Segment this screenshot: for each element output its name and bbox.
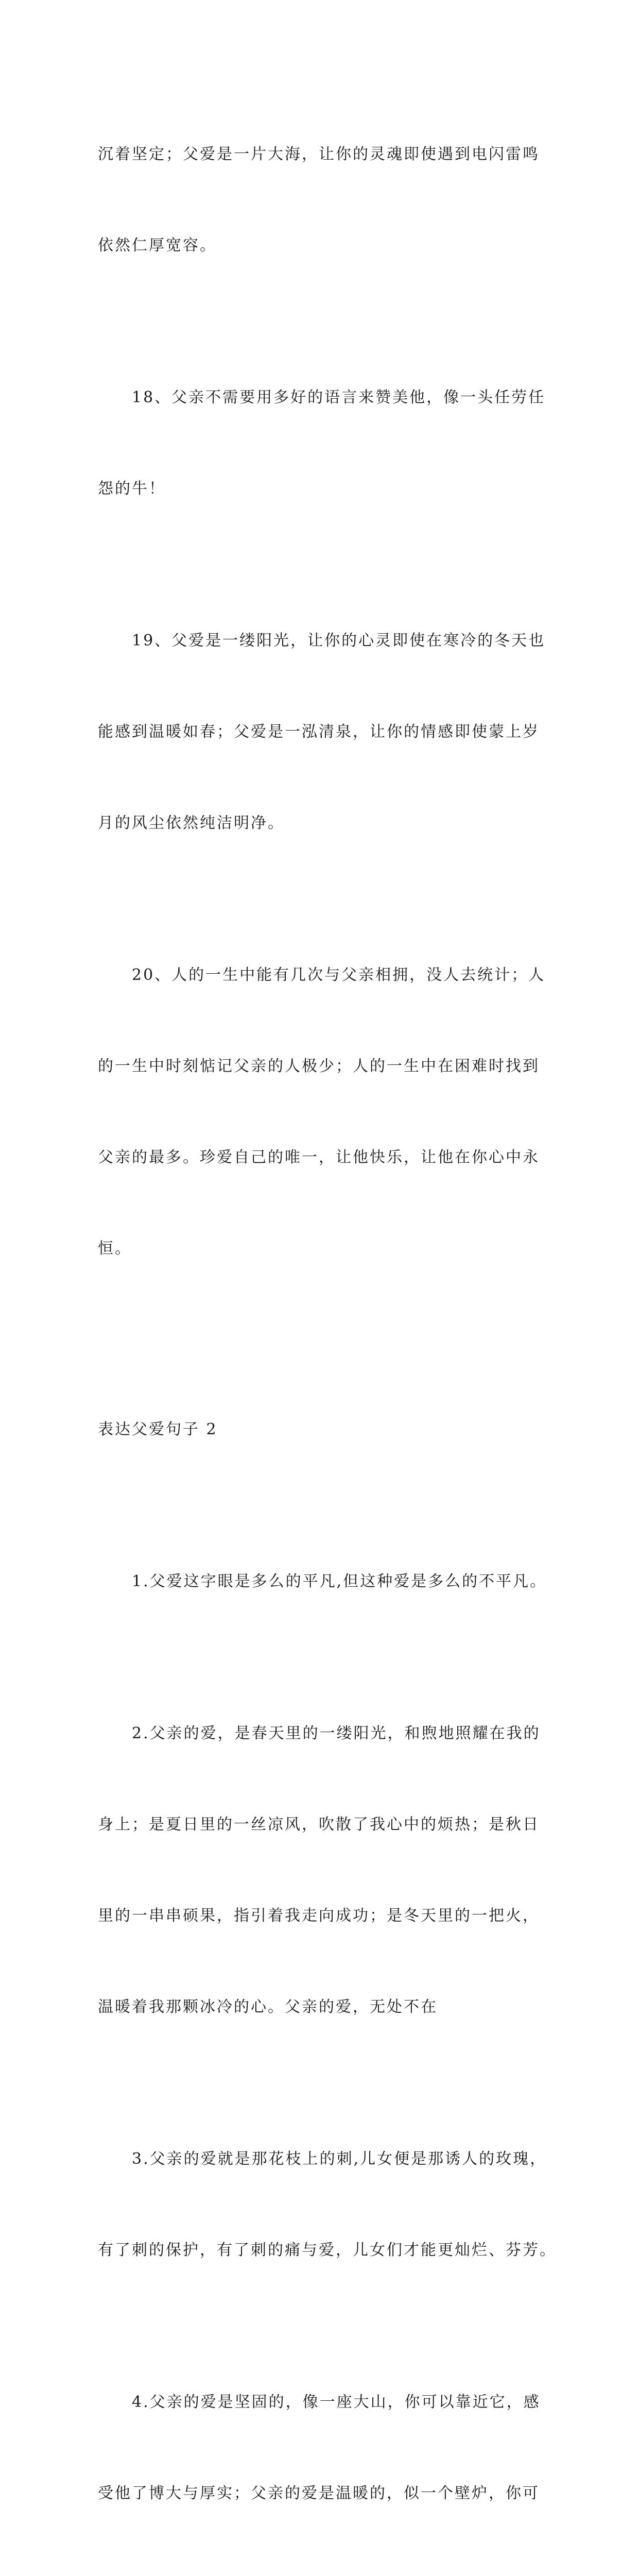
text-line: 3.父亲的爱就是那花枝上的刺,儿女便是那诱人的玫瑰， <box>98 2150 547 2168</box>
text-line: 怨的牛！ <box>98 480 166 498</box>
text-line: 月的风尘依然纯洁明净。 <box>98 814 285 832</box>
text-line: 18、父亲不需要用多好的语言来赞美他，像一头任劳任 <box>98 388 546 406</box>
text-line: 里的一串串硕果，指引着我走向成功；是冬天里的一把火， <box>98 1907 540 1925</box>
document-body <box>98 78 557 2576</box>
text-line <box>98 2569 546 2576</box>
text-line: 4.父亲的爱是坚固的，像一座大山，你可以靠近它，感 <box>98 2393 541 2411</box>
heading-text: 表达父爱句子 2 <box>98 1420 218 1438</box>
paragraph-item-2 <box>98 1657 546 2083</box>
text-line: 恒。 <box>98 1240 132 1258</box>
text-line: 受他了博大与厚实；父亲的爱是温暖的，似一个壁炉，你可 <box>98 2484 540 2502</box>
text-line: 1.父爱这字眼是多么的平凡,但这种爱是多么的不平凡。 <box>98 1572 547 1590</box>
text-line: 的一生中时刻惦记父亲的人极少；人的一生中在困难时找到 <box>98 1057 540 1075</box>
text-line: 身上；是夏日里的一丝凉风，吹散了我心中的烦热；是秋日 <box>98 1816 540 1834</box>
paragraph-item-1 <box>98 1505 546 1657</box>
paragraph-item-18 <box>98 321 546 565</box>
text-line: 2.父亲的爱，是春天里的一缕阳光，和煦地照耀在我的 <box>98 1724 541 1742</box>
section-heading <box>98 1353 546 1505</box>
paragraph-item-19 <box>98 565 546 899</box>
text-line: 沉着坚定；父爱是一片大海，让你的灵魂即使遇到电闪雷鸣 <box>98 145 540 163</box>
text-line: 温暖着我那颗冰冷的心。父亲的爱，无处不在 <box>98 1998 438 2016</box>
text-line: 19、父爱是一缕阳光，让你的心灵即使在寒冷的冬天也 <box>98 632 546 650</box>
paragraph-item-4 <box>98 2326 546 2576</box>
text-line: 能感到温暖如春；父爱是一泓清泉，让你的情感即使蒙上岁 <box>98 723 540 741</box>
paragraph-item-3 <box>98 2083 557 2326</box>
paragraph-continuation <box>98 78 546 321</box>
text-line: 有了刺的保护，有了刺的痛与爱，儿女们才能更灿烂、芬芳。 <box>98 2241 557 2259</box>
text-line: 父亲的最多。珍爱自己的唯一，让他快乐，让他在你心中永 <box>98 1148 540 1166</box>
paragraph-item-20 <box>98 899 546 1325</box>
text-line: 依然仁厚宽容。 <box>98 236 217 255</box>
text-line: 20、人的一生中能有几次与父亲相拥，没人去统计；人 <box>98 966 546 984</box>
